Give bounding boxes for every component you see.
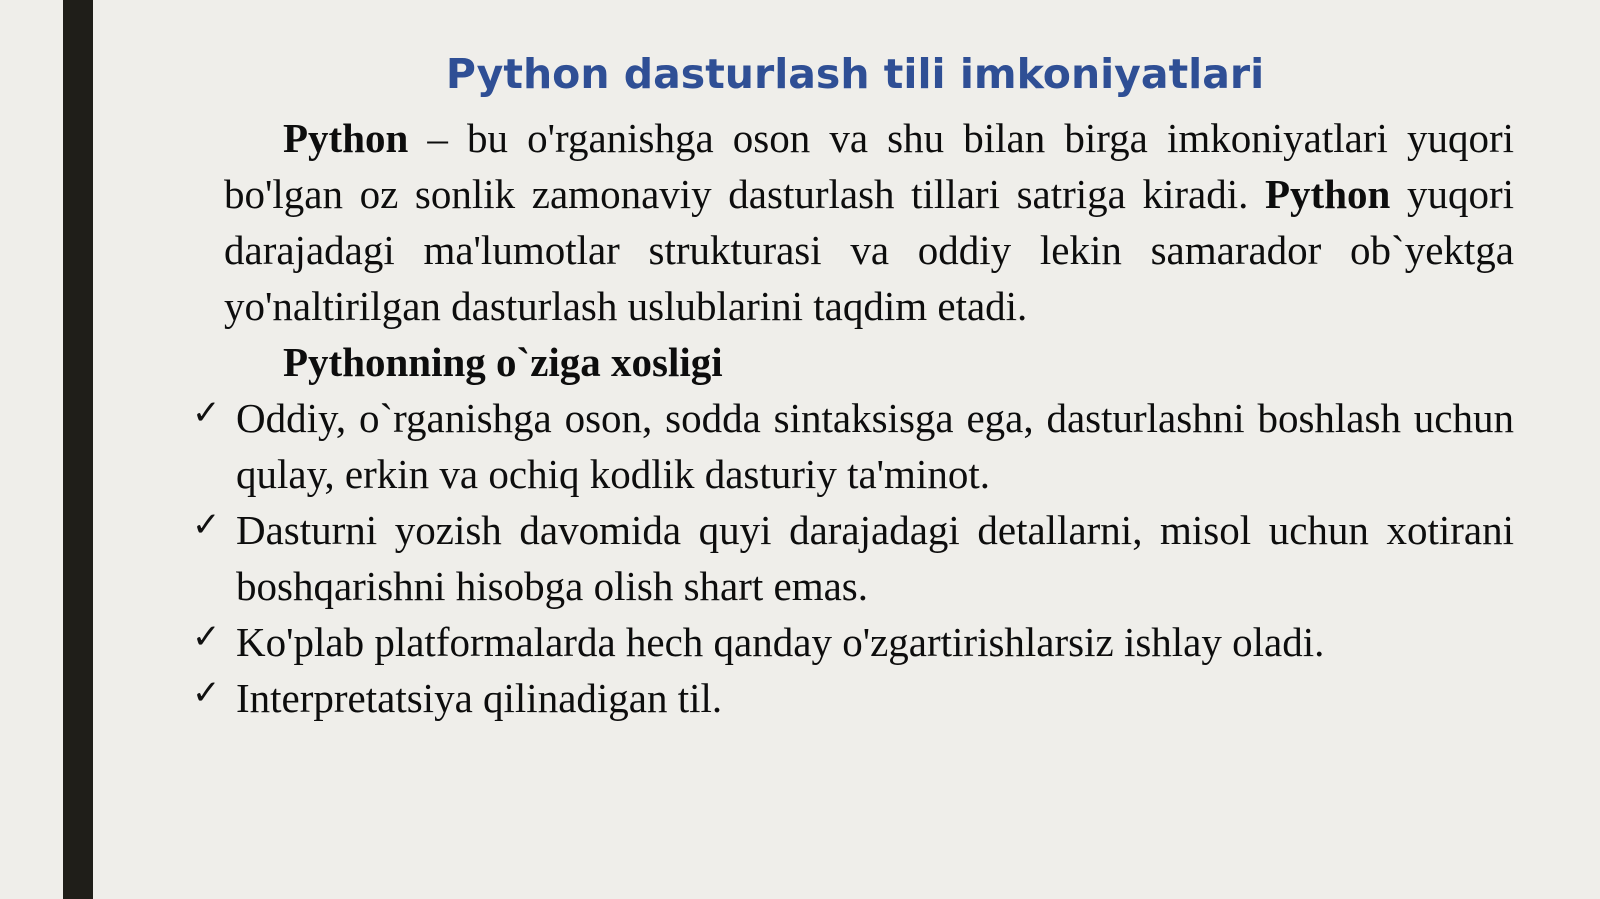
- intro-text-1: – bu o'rganishga oson va shu bilan birga imkoniyatlari yuqori bo'lgan oz sonlik zamonaviy dasturlash tillari satriga kiradi.: [224, 115, 1514, 217]
- left-accent-bar: [63, 0, 93, 899]
- feature-text: Oddiy, o`rganishga oson, sodda sintaksisga ega, dasturlashni boshlash uchun qulay, erkin va ochiq kodlik dasturiy ta'minot.: [236, 395, 1514, 497]
- features-heading: Pythonning o`ziga xosligi: [283, 339, 723, 385]
- intro-term-python-2: Python: [1265, 171, 1391, 217]
- features-list: [192, 390, 1514, 726]
- feature-item: [192, 502, 1514, 614]
- feature-text: Interpretatsiya qilinadigan til.: [236, 675, 723, 721]
- feature-item: [192, 390, 1514, 502]
- check-icon: ✓: [192, 393, 221, 433]
- check-icon: ✓: [192, 673, 221, 713]
- intro-term-python-1: Python: [283, 115, 409, 161]
- check-icon: ✓: [192, 505, 221, 545]
- slide-title: Python dasturlash tili imkoniyatlari: [445, 50, 1265, 98]
- intro-text-2: yuqori darajadagi ma'lumotlar strukturasi va oddiy lekin samarador ob`yektga yo'naltirilgan dasturlash uslublarini taqdim etadi.: [224, 171, 1514, 329]
- feature-text: Dasturni yozish davomida quyi darajadagi detallarni, misol uchun xotirani boshqarishni hisobga olish shart emas.: [236, 507, 1514, 609]
- feature-text: Ko'plab platformalarda hech qanday o'zgartirishlarsiz ishlay oladi.: [236, 619, 1325, 665]
- slide-content: [192, 110, 1514, 726]
- intro-paragraph: [224, 110, 1514, 334]
- check-icon: ✓: [192, 617, 221, 657]
- feature-item: [192, 670, 1514, 726]
- feature-item: [192, 614, 1514, 670]
